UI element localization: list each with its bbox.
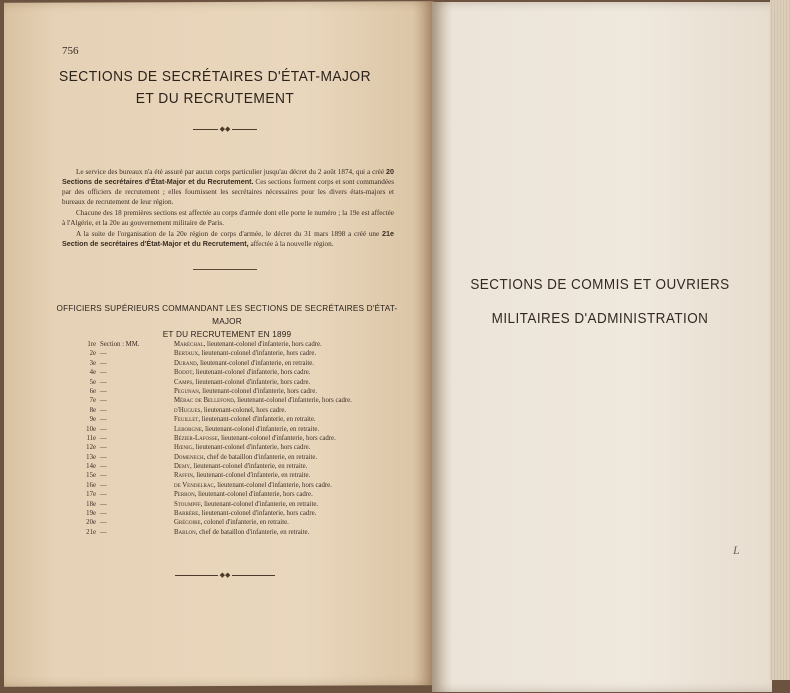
right-title-line-1: SECTIONS DE COMMIS ET OUVRIERS [470, 276, 730, 293]
officer-rank: 1re [87, 341, 96, 348]
officer-description: , lieutenant-colonel d'infanterie, hors cadre. [194, 491, 313, 499]
officer-name: Bablon [174, 528, 196, 536]
officer-description: , lieutenant-colonel d'infanterie, hors cadre. [192, 378, 311, 386]
officer-name: Perron [174, 491, 195, 499]
officer-prefix: — [100, 425, 107, 433]
officer-name: Demy [174, 463, 191, 471]
officer-name: Maréchal [174, 341, 204, 348]
officer-rank: 20e [86, 519, 96, 527]
officer-prefix: Section : MM. [100, 341, 140, 348]
officer-prefix: — [100, 453, 107, 461]
officer-description: , lieutenant-colonel, hors cadre. [200, 406, 287, 414]
officer-prefix: — [100, 434, 107, 442]
right-page [432, 2, 772, 692]
officer-description: , lieutenant-colonel d'infanterie, hors cadre. [217, 434, 336, 442]
officer-row [80, 434, 400, 443]
officer-row [80, 490, 400, 499]
officer-row [80, 462, 400, 471]
officer-name: Mérac de Bellefond [174, 397, 234, 405]
officer-rank: 15e [86, 472, 96, 480]
officer-name: Feuillet [174, 416, 199, 424]
left-title-line-1: SECTIONS DE SECRÉTAIRES D'ÉTAT-MAJOR [58, 68, 372, 85]
officer-name: Leborgne [174, 425, 202, 433]
officer-row [80, 378, 400, 387]
officer-description: , colonel d'infanterie, en retraite. [200, 519, 289, 527]
right-title-line-2: MILITAIRES D'ADMINISTRATION [491, 310, 709, 327]
officer-prefix: — [100, 406, 107, 414]
intro-paragraph-1: Le service des bureaux n'a été assuré par aucun corps particulier jusqu'au décret du 2 août 1874, qui a créé 20 Sections de secrétaires d'État-Major et du Recrutement. Ces sections forment corps et sont commandées par des officiers de recrutement ; elles fournissent les secrétaires nécessaires pour les divers états-majors et bureaux de recrutement de leur région. [62, 167, 394, 206]
intro-text [62, 167, 394, 250]
officer-description: , lieutenant-colonel d'infanterie, en retraite. [201, 425, 320, 433]
officer-name: Domenech [174, 453, 204, 461]
officer-rank: 12e [86, 444, 96, 452]
officer-prefix: — [100, 510, 107, 518]
officer-rank: 9e [89, 416, 96, 424]
officer-row [80, 518, 400, 527]
officer-rank: 10e [86, 425, 96, 433]
officer-row [80, 359, 400, 368]
officer-prefix: — [100, 528, 107, 536]
officer-rank: 4e [89, 369, 96, 377]
intro-paragraph-2: Chacune des 18 premières sections est affectée au corps d'armée dont elle porte le numéro ; la 19e est affectée à l'Algérie, et la 20e au gouvernement militaire de Paris. [62, 209, 394, 227]
officer-rank: 8e [89, 406, 96, 414]
officer-row [80, 340, 400, 349]
officer-description: , chef de bataillon d'infanterie, en retraite. [195, 528, 310, 536]
officer-rank: 17e [86, 491, 96, 499]
officer-row [80, 528, 400, 537]
officer-name: Raffin [174, 472, 193, 480]
officer-rank: 13e [86, 453, 96, 461]
intro-paragraph-3: A la suite de l'organisation de la 20e région de corps d'armée, le décret du 31 mars 1898 a créé une 21e Section de secrétaires d'État-Major et du Recrutement, affectée à la nouvelle région. [62, 229, 394, 248]
officer-rank: 5e [89, 378, 96, 386]
officer-prefix: — [100, 463, 107, 471]
officer-row [80, 443, 400, 452]
officer-description: , lieutenant-colonel d'infanterie, hors cadre. [198, 510, 317, 518]
officer-name: Hœnig [174, 444, 193, 452]
officer-row [80, 349, 400, 358]
officer-description: , lieutenant-colonel d'infanterie, hors cadre. [192, 444, 311, 452]
right-page-title [456, 268, 744, 336]
officer-prefix: — [100, 491, 107, 499]
officer-description: , lieutenant-colonel d'infanterie, hors cadre. [198, 350, 317, 358]
officer-prefix: — [100, 444, 107, 452]
officer-name: Barrère [174, 510, 199, 518]
officer-list [80, 340, 400, 537]
officer-rank: 2e [89, 350, 96, 358]
officers-title-line-2: ET DU RECRUTEMENT EN 1899 [162, 330, 292, 339]
officer-prefix: — [100, 416, 107, 424]
end-ornament: ◆◆ [175, 571, 275, 579]
officer-description: , lieutenant-colonel d'infanterie, hors cadre. [213, 481, 332, 489]
officer-row [80, 509, 400, 518]
officer-description: , lieutenant-colonel d'infanterie, en retraite. [190, 463, 308, 471]
officer-name: de Vendelrac [174, 481, 214, 489]
officer-rank: 11e [86, 434, 96, 442]
officer-rank: 3e [89, 359, 96, 367]
officer-row [80, 396, 400, 405]
officer-row [80, 453, 400, 462]
officer-rank: 6e [89, 387, 96, 395]
page-number: 756 [62, 45, 79, 57]
page-edges [770, 0, 790, 680]
section-divider [193, 269, 257, 270]
officer-row [80, 387, 400, 396]
officer-name: Stoumpff [174, 500, 201, 508]
officer-rank: 18e [86, 500, 96, 508]
officer-name: Bézier-Lafosse [174, 434, 218, 442]
officer-description: , lieutenant-colonel d'infanterie, en retraite. [200, 500, 319, 508]
officer-row [80, 481, 400, 490]
officer-description: , lieutenant-colonel d'infanterie, hors cadre. [192, 369, 311, 377]
officer-row [80, 471, 400, 480]
officer-prefix: — [100, 397, 107, 405]
officer-prefix: — [100, 378, 107, 386]
officer-rank: 7e [89, 397, 96, 405]
officer-rank: 21e [86, 528, 96, 536]
officer-rank: 19e [86, 510, 96, 518]
title-ornament: ◆◆ [193, 125, 257, 133]
officer-prefix: — [100, 359, 107, 367]
pencil-mark: L [733, 543, 740, 557]
officer-description: , lieutenant-colonel d'infanterie, hors cadre. [233, 397, 352, 405]
left-page-title [54, 66, 376, 110]
officer-prefix: — [100, 500, 107, 508]
officer-name: Bertaux [174, 350, 199, 358]
officer-description: , lieutenant-colonel d'infanterie, hors cadre. [198, 387, 317, 395]
officer-rank: 16e [86, 481, 96, 489]
officer-prefix: — [100, 387, 107, 395]
officer-row [80, 425, 400, 434]
officer-prefix: — [100, 519, 107, 527]
officer-description: , lieutenant-colonel d'infanterie, en retraite. [192, 472, 311, 480]
officer-description: , lieutenant-colonel d'infanterie, en retraite. [196, 359, 314, 367]
officer-prefix: — [100, 350, 107, 358]
officer-name: Grégoire [174, 519, 201, 527]
officers-title-line-1: OFFICIERS SUPÉRIEURS COMMANDANT LES SECTIONS DE SECRÉTAIRES D'ÉTAT-MAJOR [56, 304, 398, 326]
officers-section-title [52, 302, 402, 341]
officer-description: , lieutenant-colonel d'infanterie, en retraite. [198, 416, 316, 424]
left-title-line-2: ET DU RECRUTEMENT [135, 90, 295, 107]
officer-description: , chef de bataillon d'infanterie, en retraite. [203, 453, 318, 461]
officer-row [80, 500, 400, 509]
officer-name: Camps [174, 378, 193, 386]
officer-row [80, 368, 400, 377]
officer-row [80, 406, 400, 415]
officer-prefix: — [100, 369, 107, 377]
officer-rank: 14e [86, 463, 96, 471]
officer-name: Durand [174, 359, 197, 367]
officer-prefix: — [100, 481, 107, 489]
officer-row [80, 415, 400, 424]
officer-prefix: — [100, 472, 107, 480]
officer-name: d'Hugues [174, 406, 201, 414]
officer-name: Bodot [174, 369, 193, 377]
officer-name: Pegunan [174, 387, 199, 395]
officer-description: , lieutenant-colonel d'infanterie, hors cadre. [203, 341, 322, 348]
